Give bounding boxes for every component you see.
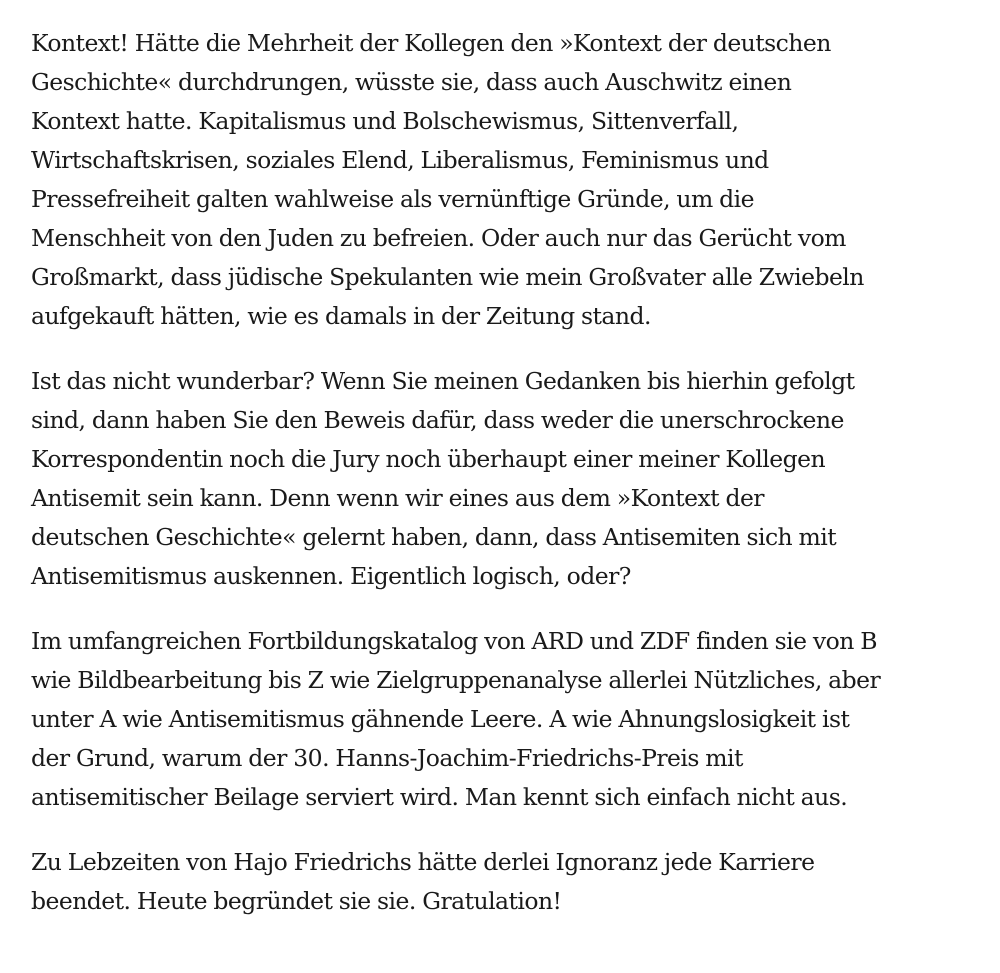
text-line: Kontext! Hätte die Mehrheit der Kollegen den »Kontext der deutschen [31,29,831,57]
text-line: sind, dann haben Sie den Beweis dafür, dass weder die unerschrockene [31,406,844,434]
text-line: Im umfangreichen Fortbildungskatalog von ARD und ZDF finden sie von B [31,627,877,655]
text-line: unter A wie Antisemitismus gähnende Leere. A wie Ahnungslosigkeit ist [31,705,850,733]
text-line: Ist das nicht wunderbar? Wenn Sie meinen Gedanken bis hierhin gefolgt [31,367,855,395]
text-line: Kontext hatte. Kapitalismus und Bolschewismus, Sittenverfall, [31,107,739,135]
text-line: deutschen Geschichte« gelernt haben, dann, dass Antisemiten sich mit [31,523,837,551]
paragraph-2 [31,362,991,596]
text-line: Wirtschaftskrisen, soziales Elend, Liberalismus, Feminismus und [31,146,769,174]
text-line: Antisemitismus auskennen. Eigentlich logisch, oder? [31,562,631,590]
text-line: antisemitischer Beilage serviert wird. Man kennt sich einfach nicht aus. [31,783,848,811]
text-line: aufgekauft hätten, wie es damals in der Zeitung stand. [31,302,651,330]
text-line: Korrespondentin noch die Jury noch überhaupt einer meiner Kollegen [31,445,826,473]
text-line: wie Bildbearbeitung bis Z wie Zielgruppenanalyse allerlei Nützliches, aber [31,666,881,694]
paragraph-3 [31,622,991,817]
paragraph-1 [31,24,991,336]
text-line: beendet. Heute begründet sie sie. Gratulation! [31,887,562,915]
text-line: Antisemit sein kann. Denn wenn wir eines aus dem »Kontext der [31,484,764,512]
paragraph-4 [31,843,991,921]
text-line: der Grund, warum der 30. Hanns-Joachim-Friedrichs-Preis mit [31,744,743,772]
text-line: Menschheit von den Juden zu befreien. Oder auch nur das Gerücht vom [31,224,846,252]
article-body [31,24,991,947]
text-line: Großmarkt, dass jüdische Spekulanten wie mein Großvater alle Zwiebeln [31,263,864,291]
text-line: Geschichte« durchdrungen, wüsste sie, dass auch Auschwitz einen [31,68,792,96]
text-line: Zu Lebzeiten von Hajo Friedrichs hätte derlei Ignoranz jede Karriere [31,848,815,876]
text-line: Pressefreiheit galten wahlweise als vernünftige Gründe, um die [31,185,754,213]
